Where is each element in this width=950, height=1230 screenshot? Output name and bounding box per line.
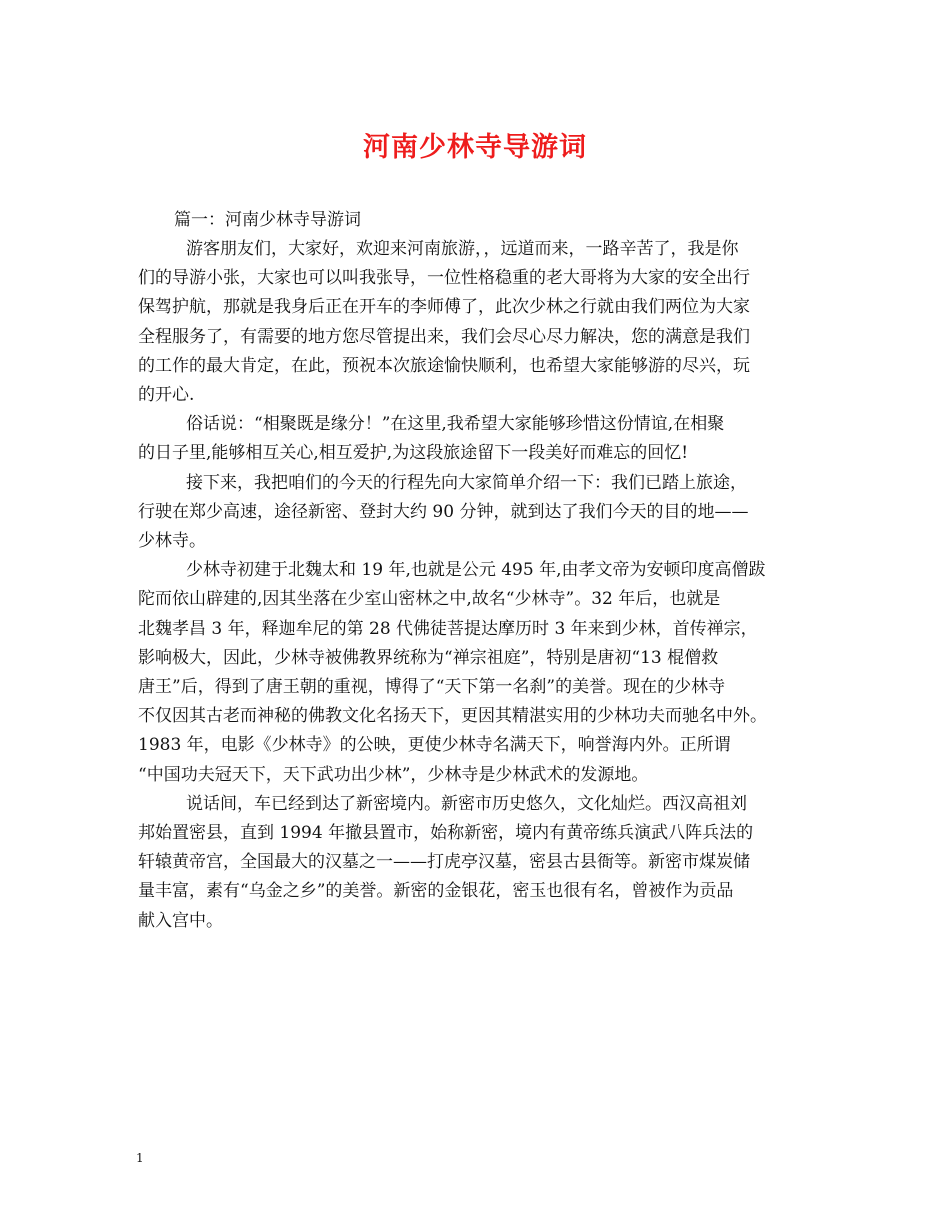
paragraph-line: “中国功夫冠天下，天下武功出少林”，少林寺是少林武术的发源地。 [138,764,649,785]
paragraph-line: 的日子里,能够相互关心,相互爱护,为这段旅途留下一段美好而难忘的回忆! [138,443,689,464]
paragraph-line: 轩辕黄帝宫，全国最大的汉墓之一——打虎亭汉墓，密县古县衙等。新密市煤炭储 [138,852,750,873]
paragraph-line: 唐王”后，得到了唐王朝的重视，博得了“天下第一名刹”的美誉。现在的少林寺 [138,677,726,698]
paragraph-line: 少林寺初建于北魏太和 19 年,也就是公元 495 年,由孝文帝为安顿印度高僧跋 [186,560,766,581]
paragraph-line: 们的导游小张，大家也可以叫我张导，一位性格稳重的老大哥将为大家的安全出行 [138,268,750,289]
paragraph-line: 行驶在郑少高速，途径新密、登封大约 90 分钟，就到达了我们今天的目的地—— [138,501,749,522]
paragraph [138,410,822,468]
paragraph-line: 俗话说：“相聚既是缘分！”在这里,我希望大家能够珍惜这份情谊,在相聚 [186,414,725,435]
paragraph-line: 少林寺。 [138,531,206,552]
paragraph [138,790,822,936]
paragraph-line: 游客朋友们，大家好，欢迎来河南旅游，，远道而来，一路辛苦了，我是你 [186,239,739,259]
paragraph [138,235,822,410]
paragraph-line: 1983 年，电影《少林寺》的公映，更使少林寺名满天下，响誉海内外。正所谓 [138,735,731,756]
paragraph-line: 不仅因其古老而神秘的佛教文化名扬天下，更因其精湛实用的少林功夫而驰名中外。 [138,706,767,727]
paragraph-line: 的工作的最大肯定，在此，预祝本次旅途愉快顺利，也希望大家能够游的尽兴，玩 [138,355,750,376]
paragraph-line: 量丰富，素有“乌金之乡”的美誉。新密的金银花，密玉也很有名，曾被作为贡品 [138,881,734,902]
paragraph-line: 接下来，我把咱们的今天的行程先向大家简单介绍一下：我们已踏上旅途， [186,472,747,493]
document-title: 河南少林寺导游词 [363,132,587,163]
paragraph-line: 全程服务了，有需要的地方您尽管提出来，我们会尽心尽力解决，您的满意是我们 [138,326,750,347]
paragraph-line: 北魏孝昌 3 年，释迦牟尼的第 28 代佛徒菩提达摩历时 3 年来到少林，首传禅宗， [138,618,758,639]
section-heading: 篇一：河南少林寺导游词 [174,210,361,230]
paragraph-line: 的开心. [138,385,195,406]
paragraph-line: 保驾护航，那就是我身后正在开车的李师傅了，此次少林之行就由我们两位为大家 [138,297,750,318]
paragraph-list [138,235,822,936]
document-body [138,206,822,936]
paragraph-line: 说话间，车已经到达了新密境内。新密市历史悠久，文化灿烂。西汉高祖刘 [186,793,747,814]
paragraph [138,556,822,790]
paragraph-line: 影响极大，因此，少林寺被佛教界统称为“禅宗祖庭”，特别是唐初“13 棍僧救 [138,647,719,668]
paragraph-line: 献入宫中。 [138,910,223,931]
paragraph-line: 邦始置密县，直到 1994 年撤县置市，始称新密，境内有黄帝练兵演武八阵兵法的 [138,823,754,844]
paragraph [138,469,822,557]
page-number: 1 [136,1151,144,1165]
paragraph-line: 陀而依山辟建的,因其坐落在少室山密林之中,故名“少林寺”。32 年后，也就是 [138,589,721,610]
